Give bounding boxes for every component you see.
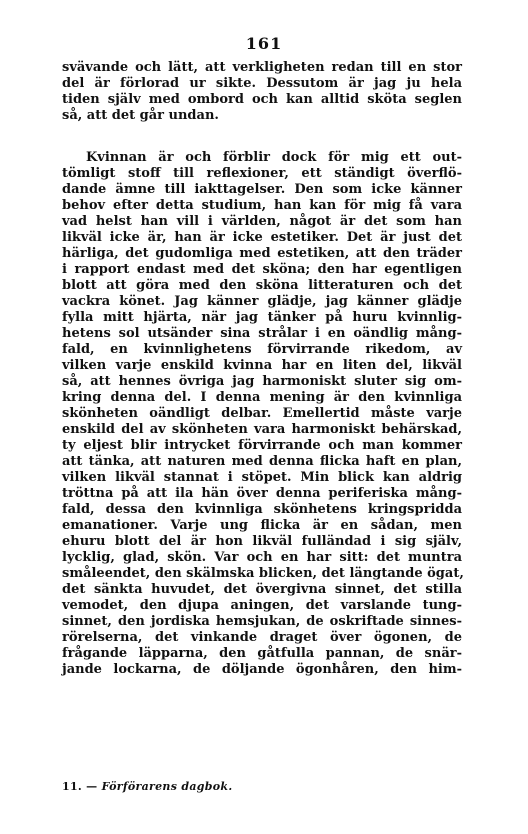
page-number: 161 <box>245 34 283 53</box>
text-line: i rapport endast med det sköna; den har egentligen <box>62 262 462 277</box>
text-line: tiden själv med ombord och kan alltid sköta seglen <box>62 92 462 107</box>
page-footer <box>62 780 232 793</box>
text-line: vad helst han vill i världen, något är det som han <box>62 214 462 229</box>
text-line: emanationer. Varje ung flicka är en sådan, men <box>62 518 462 533</box>
text-line: enskild del av skönheten vara harmoniskt behärskad, <box>62 422 462 437</box>
text-line: det sänkta huvudet, det övergivna sinnet, det stilla <box>62 582 462 597</box>
text-line: vilken varje enskild kvinna har en liten del, likväl <box>62 358 462 373</box>
text-line: vackra könet. Jag känner glädje, jag känner glädje <box>62 294 462 309</box>
text-line: skönheten oändligt delbar. Emellertid måste varje <box>62 406 462 421</box>
paragraph-1 <box>62 60 462 124</box>
text-line: fylla mitt hjärta, när jag tänker på huru kvinnlig- <box>62 310 462 325</box>
text-line: del är förlorad ur sikte. Dessutom är jag ju hela <box>62 76 462 91</box>
text-line: ty eljest blir intrycket förvirrande och man kommer <box>62 438 462 453</box>
text-line: vilken likväl stannat i stöpet. Min blick kan aldrig <box>62 470 462 485</box>
text-line: dande ämne till iakttagelser. Den som icke känner <box>62 182 462 197</box>
text-line: tröttna på att ila hän över denna periferiska mång- <box>62 486 462 501</box>
running-title: Förförarens dagbok. <box>101 780 233 793</box>
text-line: Kvinnan är och förblir dock för mig ett out- <box>86 150 462 165</box>
text-line: svävande och lätt, att verkligheten redan till en stor <box>62 60 462 75</box>
paragraph-2 <box>62 150 462 678</box>
text-line: vemodet, den djupa aningen, det varslande tung- <box>62 598 462 613</box>
text-line: så, att hennes övriga jag harmoniskt sluter sig om- <box>62 374 462 389</box>
text-line: hetens sol utsänder sina strålar i en oändlig mång- <box>62 326 462 341</box>
text-line: behov efter detta studium, han kan för mig få vara <box>62 198 462 213</box>
text-line: rörelserna, det vinkande draget över ögonen, de <box>62 630 462 645</box>
text-line: tömligt stoff till reflexioner, ett ständigt överflö- <box>62 166 462 181</box>
text-line: lycklig, glad, skön. Var och en har sitt: det muntra <box>62 550 462 565</box>
text-line: så, att det går undan. <box>62 108 219 123</box>
text-line: kring denna del. I denna mening är den kvinnliga <box>62 390 462 405</box>
text-line: frågande läpparna, den gåtfulla pannan, de snär- <box>62 646 462 661</box>
text-line: fald, dessa den kvinnliga skönhetens kringspridda <box>62 502 462 517</box>
text-line: ehuru blott del är hon likväl fulländad i sig själv, <box>62 534 462 549</box>
text-line: likväl icke är, han är icke estetiker. Det är just det <box>62 230 462 245</box>
text-line: att tänka, att naturen med denna flicka haft en plan, <box>62 454 462 469</box>
signature-mark: 11. — <box>62 780 98 793</box>
text-line: blott att göra med den sköna litteraturen och det <box>62 278 462 293</box>
text-line: jande lockarna, de döljande ögonhåren, den him- <box>62 662 462 677</box>
text-line: småleendet, den skälmska blicken, det längtande ögat, <box>62 566 464 581</box>
text-line: fald, en kvinnlighetens förvirrande rikedom, av <box>62 342 462 357</box>
text-line: sinnet, den jordiska hemsjukan, de oskriftade sinnes- <box>62 614 462 629</box>
text-line: härliga, det gudomliga med estetiken, att den träder <box>62 246 462 261</box>
